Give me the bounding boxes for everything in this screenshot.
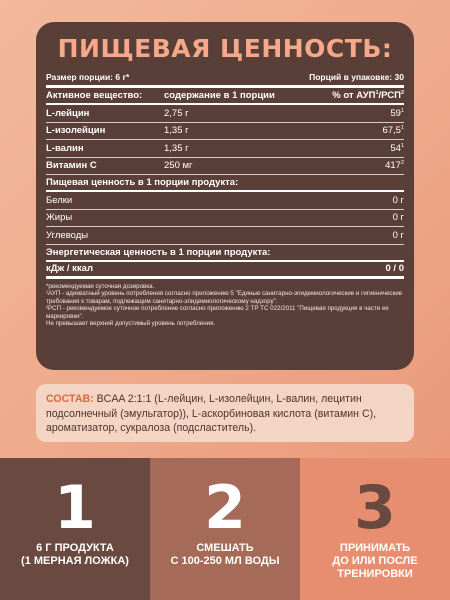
portion-row — [46, 68, 404, 88]
nutrient-name: Белки — [46, 194, 73, 206]
footnote: ²РСП - рекомендуемое суточное потребление согласно приложению 2 ТР ТС 022/2011 "Пищевая продукция в части ее маркировки". — [46, 305, 389, 320]
active-amount: 1,35 г — [164, 142, 189, 154]
composition-label: СОСТАВ: — [46, 393, 94, 405]
energy-name: кДж / ккал — [46, 263, 94, 274]
active-name: L-изолейцин — [46, 125, 106, 137]
energy-value: 0 / 0 — [385, 263, 404, 274]
step-number: 2 — [204, 473, 246, 543]
composition-text: BCAA 2:1:1 (L-лейцин, L-изолейцин, L-валин, лецитин подсолнечный (эмульгатор)), L-аскорбиновая кислота (витамин С), ароматизатор, сукралоза (подсластитель). — [46, 393, 377, 434]
step-text: 6 Г ПРОДУКТА (1 МЕРНАЯ ЛОЖКА) — [21, 542, 129, 567]
nutrient-name: Углеводы — [46, 229, 89, 241]
step-text: ПРИНИМАТЬ ДО ИЛИ ПОСЛЕ ТРЕНИРОВКИ — [332, 542, 418, 580]
composition-box — [36, 384, 414, 442]
nutrient-value: 0 г — [392, 194, 404, 206]
step-number: 1 — [54, 473, 96, 543]
step-number: 3 — [354, 473, 396, 543]
footnote: *рекомендуемая суточная дозировка. — [46, 282, 155, 290]
usage-steps — [0, 458, 450, 600]
active-name: L-валин — [46, 142, 84, 154]
header-active: Активное вещество: — [46, 90, 143, 101]
step-3 — [300, 458, 450, 600]
active-name: L-лейцин — [46, 107, 90, 119]
active-row — [46, 123, 404, 141]
active-row — [46, 105, 404, 123]
active-row — [46, 158, 404, 176]
nutrition-facts-panel — [36, 22, 414, 370]
energy-row — [46, 262, 404, 279]
active-amount: 250 мг — [164, 160, 193, 172]
header-percent: % от АУП$^1$/РСП$^2$ — [332, 89, 404, 101]
portion-count: Порций в упаковке: 30 — [309, 72, 404, 82]
nutrient-value: 0 г — [392, 229, 404, 241]
nutrition-title: ПИЩЕВАЯ ЦЕННОСТЬ: — [57, 34, 393, 63]
active-row — [46, 140, 404, 158]
footnote: Не превышает верхний допустимый уровень потребления. — [46, 320, 216, 328]
active-name: Витамин С — [46, 160, 97, 172]
active-percent: $417^2$ — [385, 160, 404, 172]
nutrition-section-title: Пищевая ценность в 1 порции продукта: — [46, 175, 404, 192]
actives-header — [46, 88, 404, 105]
nutrient-name: Жиры — [46, 212, 73, 224]
footnote: ¹АУП - адекватный уровень потребления согласно приложению 5 "Единые санитарно-эпидемиологические и гигиенические требования к товарам, подлежащим санитарно-эпидемиологическому надзору". — [46, 290, 403, 305]
energy-section-title: Энергетическая ценность в 1 порции продукта: — [46, 245, 404, 262]
footnotes — [46, 279, 404, 329]
nutrition-row — [46, 210, 404, 228]
step-1 — [0, 458, 150, 600]
nutrient-value: 0 г — [392, 212, 404, 224]
nutrition-row — [46, 192, 404, 210]
nutrition-row — [46, 227, 404, 245]
step-text: СМЕШАТЬ С 100-250 МЛ ВОДЫ — [170, 542, 280, 567]
active-amount: 2,75 г — [164, 107, 189, 119]
step-2 — [150, 458, 300, 600]
active-amount: 1,35 г — [164, 125, 189, 137]
portion-size: Размер порции: 6 г* — [46, 72, 130, 82]
header-amount: содержание в 1 порции — [164, 90, 275, 101]
active-percent: $54^1$ — [390, 142, 404, 154]
active-percent: $59^1$ — [390, 107, 404, 119]
active-percent: 67,5$^1$ — [382, 125, 404, 137]
